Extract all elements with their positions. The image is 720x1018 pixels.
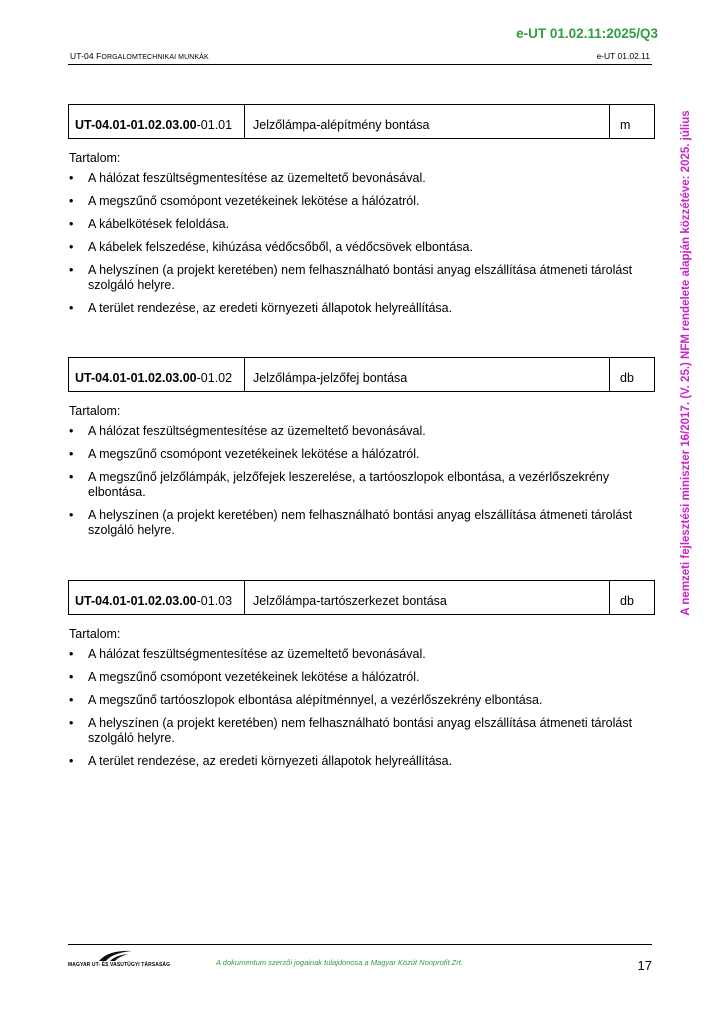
content-list — [68, 171, 655, 316]
item-code: UT-04.01-01.02.03.00 -01.01 — [69, 105, 245, 138]
item-title: Jelzőlámpa-tartószerkezet bontása — [253, 593, 447, 608]
list-item: • A megszűnő csomópont vezetékeinek lekötése a hálózatról. — [68, 194, 655, 209]
copyright-note: A dokumentum szerzői jogainak tulajdonosa a Magyar Közút Nonprofit Zrt. — [216, 958, 463, 967]
item-title: Jelzőlámpa-alépítmény bontása — [253, 117, 430, 132]
list-item: • A terület rendezése, az eredeti környezeti állapotok helyreállítása. — [68, 301, 655, 316]
list-item: • A megszűnő csomópont vezetékeinek lekötése a hálózatról. — [68, 447, 655, 462]
content-label: Tartalom: — [69, 404, 121, 418]
item-code-table — [68, 104, 655, 139]
item-unit: m — [609, 105, 654, 138]
list-item: • A helyszínen (a projekt keretében) nem felhasználható bontási anyag elszállítása átmeneti tárolást szolgáló helyre. — [68, 716, 655, 746]
content-list — [68, 647, 655, 769]
list-item: • A megszűnő jelzőlámpák, jelzőfejek leszerelése, a tartóoszlopok elbontása, a vezérlőszekrény elbontása. — [68, 470, 655, 500]
item-code: UT-04.01-01.02.03.00 -01.02 — [69, 358, 245, 391]
item-section-2 — [68, 357, 655, 546]
list-item: • A kábelek felszedése, kihúzása védőcsőből, a védőcsövek elbontása. — [68, 240, 655, 255]
list-item: • A helyszínen (a projekt keretében) nem felhasználható bontási anyag elszállítása átmeneti tárolást szolgáló helyre. — [68, 508, 655, 538]
side-publication-note: A nemzeti fejlesztési miniszter 16/2017. (V. 25.) NFM rendelete alapján közzétéve: 2025. július — [680, 110, 692, 616]
list-item: • A kábelkötések feloldása. — [68, 217, 655, 232]
list-item: • A helyszínen (a projekt keretében) nem felhasználható bontási anyag elszállítása átmeneti tárolást szolgáló helyre. — [68, 263, 655, 293]
road-swoosh-icon — [98, 948, 134, 962]
content-label: Tartalom: — [69, 627, 121, 641]
list-item: • A hálózat feszültségmentesítése az üzemeltető bevonásával. — [68, 171, 655, 186]
list-item: • A hálózat feszültségmentesítése az üzemeltető bevonásával. — [68, 424, 655, 439]
content-list — [68, 424, 655, 538]
item-code: UT-04.01-01.02.03.00 -01.03 — [69, 581, 245, 614]
society-logo — [68, 948, 171, 972]
item-section-1 — [68, 104, 655, 324]
chapter-title: UT-04 FORGALOMTECHNIKAI MUNKÁK — [70, 51, 209, 61]
list-item: • A terület rendezése, az eredeti környezeti állapotok helyreállítása. — [68, 754, 655, 769]
page-header — [68, 50, 652, 65]
item-unit: db — [609, 581, 654, 614]
document-code: e-UT 01.02.11:2025/Q3 — [516, 26, 658, 41]
footer-rule — [68, 944, 652, 945]
item-section-3 — [68, 580, 655, 777]
logo-text: MAGYAR UT- ÉS VASUTÜGYI TÁRSASÁG — [68, 962, 171, 968]
header-doc-ref: e-UT 01.02.11 — [596, 51, 650, 61]
list-item: • A megszűnő tartóoszlopok elbontása alépítménnyel, a vezérlőszekrény elbontása. — [68, 693, 655, 708]
list-item: • A megszűnő csomópont vezetékeinek lekötése a hálózatról. — [68, 670, 655, 685]
item-code-table — [68, 580, 655, 615]
item-title: Jelzőlámpa-jelzőfej bontása — [253, 370, 408, 385]
item-unit: db — [609, 358, 654, 391]
content-label: Tartalom: — [69, 151, 121, 165]
item-code-table — [68, 357, 655, 392]
list-item: • A hálózat feszültségmentesítése az üzemeltető bevonásával. — [68, 647, 655, 662]
page-number: 17 — [637, 958, 652, 973]
